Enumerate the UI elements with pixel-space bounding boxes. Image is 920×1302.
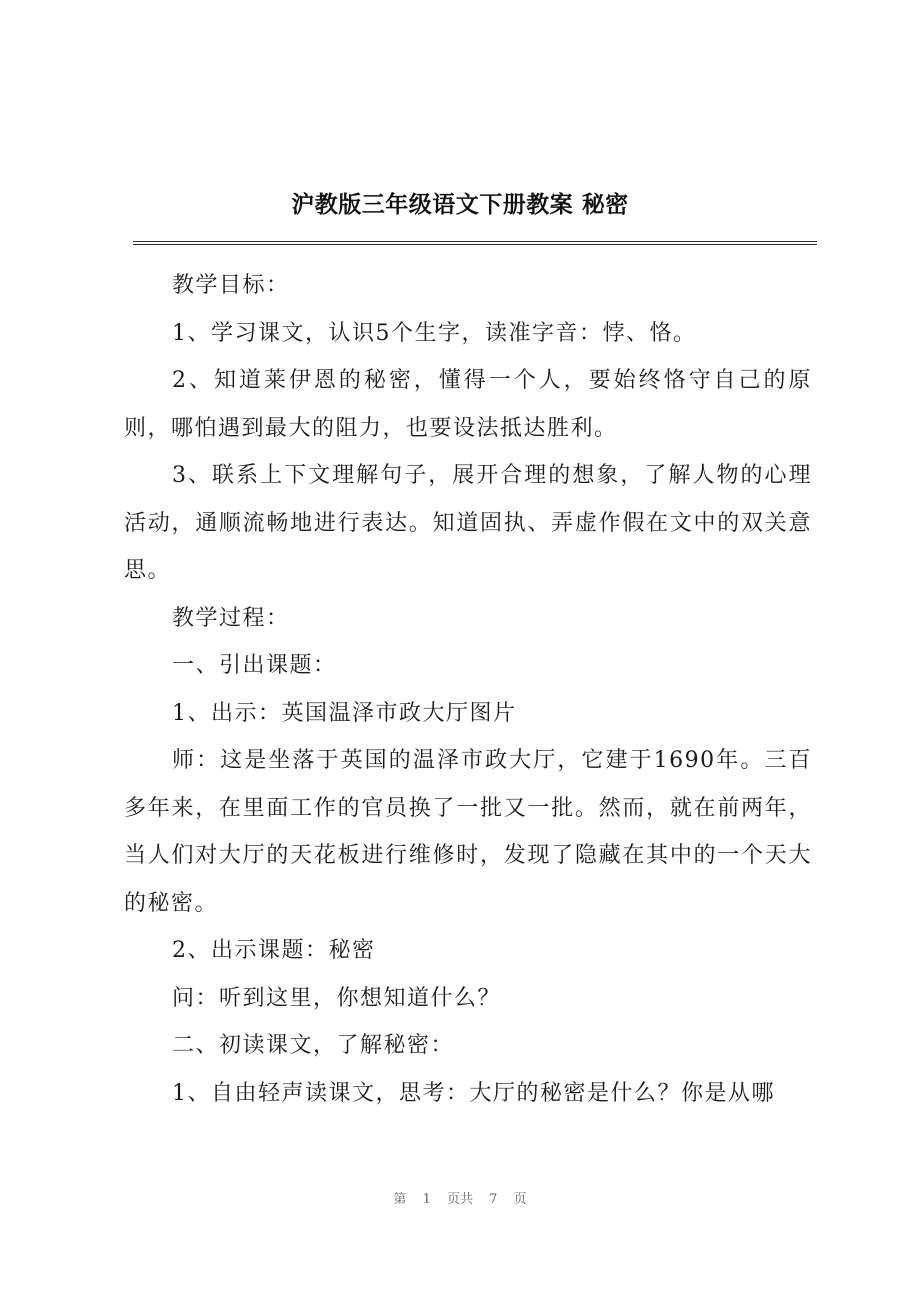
paragraph: 3、联系上下文理解句子，展开合理的想象，了解人物的心理活动，通顺流畅地进行表达。知道固执、弄虚作假在文中的双关意思。 — [124, 463, 812, 583]
page-footer — [0, 1188, 920, 1207]
document-title: 沪教版三年级语文下册教案 秘密 — [291, 191, 629, 218]
paragraph: 问：听到这里，你想知道什么？ — [172, 985, 502, 1011]
footer-current-page: 1 — [422, 1192, 431, 1207]
document-body — [124, 262, 812, 1117]
footer-total-pages: 7 — [489, 1192, 498, 1207]
title-double-rule — [133, 241, 817, 245]
paragraph: 教学过程： — [172, 605, 290, 631]
paragraph: 1、出示：英国温泽市政大厅图片 — [172, 700, 517, 726]
footer-suffix: 页 — [513, 1192, 527, 1207]
paragraph: 教学目标： — [172, 273, 290, 298]
paragraph: 2、知道莱伊恩的秘密，懂得一个人，要始终恪守自己的原则，哪怕遇到最大的阻力，也要设法抵达胜利。 — [124, 368, 812, 441]
paragraph: 二、初读课文，了解秘密： — [172, 1033, 455, 1058]
paragraph: 1、自由轻声读课文，思考：大厅的秘密是什么？你是从哪 — [172, 1080, 775, 1106]
footer-prefix: 第 — [393, 1192, 407, 1207]
paragraph: 一、引出课题： — [172, 653, 337, 678]
paragraph: 师：这是坐落于英国的温泽市政大厅，它建于1690年。三百多年来，在里面工作的官员换了一批又一批。然而，就在前两年，当人们对大厅的天花板进行维修时，发现了隐藏在其中的一个天大的秘密。 — [124, 748, 812, 916]
footer-mid: 页共 — [446, 1192, 473, 1207]
paragraph: 1、学习课文，认识5个生字，读准字音：悖、恪。 — [172, 320, 697, 346]
paragraph: 2、出示课题：秘密 — [172, 938, 376, 963]
